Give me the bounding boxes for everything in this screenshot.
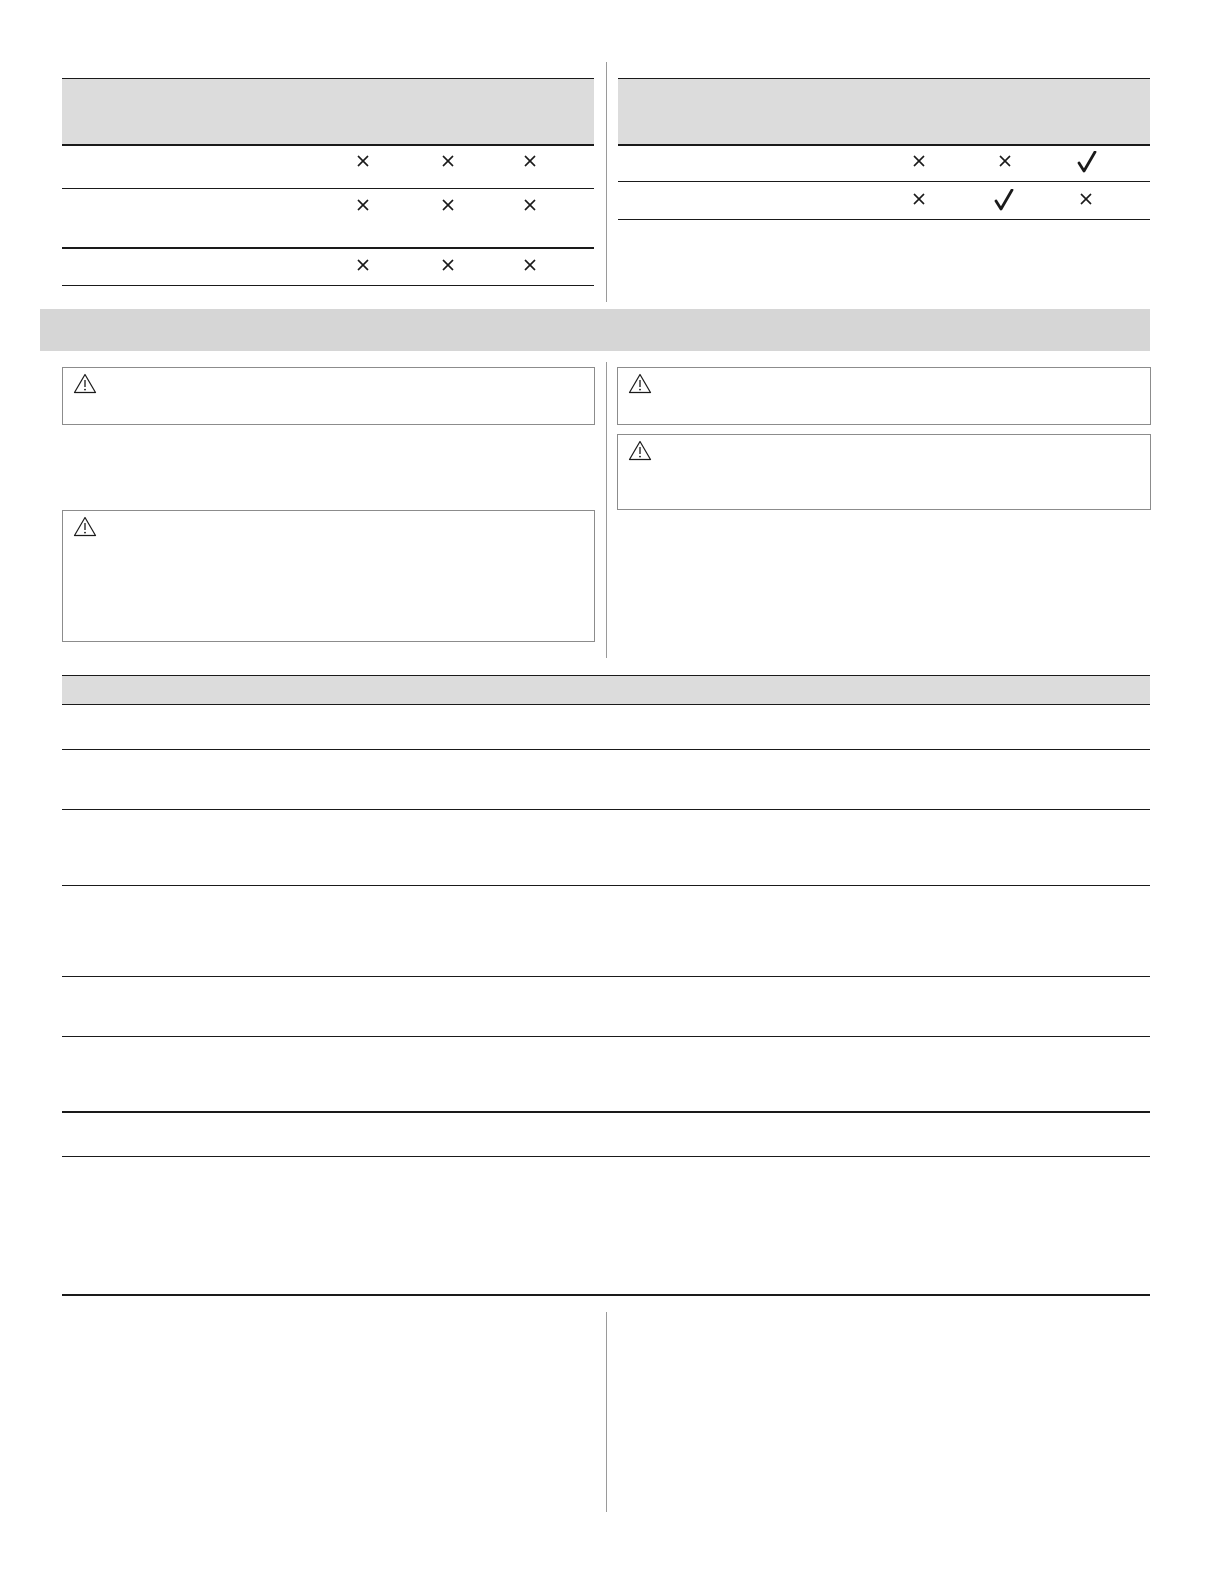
cross-icon xyxy=(353,151,373,171)
cross-icon xyxy=(438,151,458,171)
table-wide-bottom-rule xyxy=(62,1294,1150,1296)
row-divider xyxy=(62,1156,1150,1157)
warning-box xyxy=(62,367,595,425)
warning-triangle-icon xyxy=(628,440,652,461)
check-icon xyxy=(993,188,1015,212)
table-right-header-rule xyxy=(618,144,1150,146)
table-wide-header xyxy=(62,676,1150,704)
table-left-bottom-rule xyxy=(62,285,594,286)
warning-box xyxy=(617,367,1151,425)
row-divider xyxy=(618,181,1150,182)
check-icon xyxy=(1076,150,1098,174)
row-divider xyxy=(62,1036,1150,1037)
row-divider xyxy=(62,976,1150,977)
warning-triangle-icon xyxy=(628,373,652,394)
cross-icon xyxy=(995,151,1015,171)
cross-icon xyxy=(520,151,540,171)
section-header-band xyxy=(40,309,1150,351)
cross-icon xyxy=(353,195,373,215)
cross-icon xyxy=(520,255,540,275)
row-divider xyxy=(62,188,594,189)
row-divider xyxy=(62,247,594,249)
column-divider xyxy=(606,362,607,658)
warning-triangle-icon xyxy=(73,373,97,394)
cross-icon xyxy=(909,189,929,209)
cross-icon xyxy=(353,255,373,275)
warning-triangle-icon xyxy=(73,516,97,537)
table-wide-header-rule xyxy=(62,704,1150,705)
cross-icon xyxy=(438,195,458,215)
column-divider xyxy=(606,62,607,302)
cross-icon xyxy=(1076,189,1096,209)
table-right-bottom-rule xyxy=(618,219,1150,220)
row-divider xyxy=(62,885,1150,886)
row-divider xyxy=(62,809,1150,810)
cross-icon xyxy=(438,255,458,275)
warning-box xyxy=(62,510,595,642)
cross-icon xyxy=(520,195,540,215)
row-divider xyxy=(62,1111,1150,1113)
cross-icon xyxy=(909,151,929,171)
table-left-header-rule xyxy=(62,144,594,146)
table-left-header xyxy=(62,79,594,144)
column-divider xyxy=(606,1312,607,1512)
table-right-header xyxy=(618,79,1150,144)
row-divider xyxy=(62,749,1150,750)
warning-box xyxy=(617,434,1151,510)
